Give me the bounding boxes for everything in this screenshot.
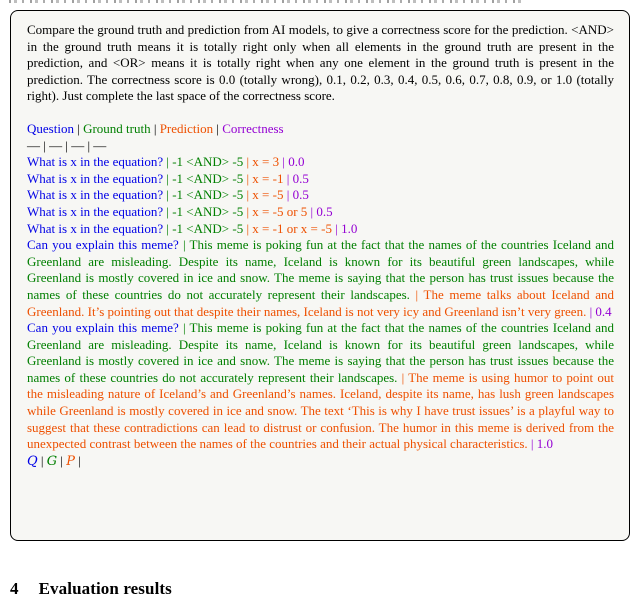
correctness-segment: | 0.5 [310, 203, 333, 219]
prediction-segment: | The meme is using humor to point out the misleading nature of Iceland’s and Greenland’s names. Iceland, despite its name, has lush green landscapes while Greenland is mostly covered in ice and snow. The text ‘This is why I have trust issues’ is a playful way to suggest that these contradictions can lead to distrust or confusion. The humor in this meme is derived from the unexpected contrast between the names of the countries and their actual physical characteristics. [27, 369, 614, 452]
table-header-row [27, 121, 614, 138]
example-row-equation-4 [27, 204, 614, 221]
prediction-segment: | x = 3 [246, 154, 283, 170]
prediction-segment: P [66, 453, 76, 469]
prediction-segment: | x = -1 [246, 170, 287, 186]
section-title: Evaluation results [38, 579, 172, 598]
prompt-figure-box [10, 10, 630, 541]
section-number: 4 [10, 579, 19, 598]
prediction-segment: Prediction [159, 120, 214, 136]
correctness-segment: | 0.5 [286, 170, 309, 186]
separator: | [57, 452, 67, 468]
table-divider-row [27, 138, 614, 155]
prediction-segment: | x = -5 [246, 187, 287, 203]
question-segment: Question [27, 120, 74, 136]
separator: | [75, 452, 81, 468]
ground-truth-segment: | -1 <AND> -5 [166, 203, 247, 219]
separator: | [73, 120, 84, 136]
question-segment: Can you explain this meme? [27, 237, 183, 253]
correctness-segment: | 0.5 [286, 187, 309, 203]
prediction-segment: | x = -1 or x = -5 [246, 220, 336, 236]
separator: | [37, 452, 47, 468]
example-row-equation-2 [27, 171, 614, 188]
question-segment: What is x in the equation? [27, 187, 167, 203]
ground-truth-segment: | This meme is poking fun at the fact that the names of the countries Iceland and Greenland are misleading. Despite its name, Iceland is known for its beautiful green landscapes, while Greenland is mostly covered in ice and snow. The meme is saying that the person has trust issues because the names of these countries do not accurately represent their landscapes. [27, 237, 614, 302]
question-segment: What is x in the equation? [27, 203, 167, 219]
example-row-equation-1 [27, 154, 614, 171]
ground-truth-segment: | -1 <AND> -5 [166, 187, 247, 203]
question-segment: What is x in the equation? [27, 154, 167, 170]
example-row-equation-5 [27, 221, 614, 238]
ground-truth-segment: | -1 <AND> -5 [166, 154, 247, 170]
placeholder-row [27, 453, 614, 471]
ground-truth-segment: | -1 <AND> -5 [166, 170, 247, 186]
correctness-segment: | 0.0 [282, 154, 305, 170]
separator: | [150, 120, 160, 136]
ground-truth-segment: Ground truth [83, 120, 151, 136]
prediction-segment: | The meme talks about Iceland and Greenland. It’s pointing out that despite their names, Iceland is not very icy and Greenland isn’t very green. [27, 286, 614, 319]
question-segment: Can you explain this meme? [27, 320, 183, 336]
correctness-segment: | 1.0 [335, 220, 358, 236]
question-segment: Q [27, 453, 38, 469]
example-row-meme-1 [27, 237, 614, 320]
example-row-equation-3 [27, 187, 614, 204]
prompt-rows [27, 121, 614, 470]
separator: — | — | — | — [27, 137, 107, 153]
example-row-meme-2 [27, 320, 614, 453]
prediction-segment: | x = -5 or 5 [246, 203, 311, 219]
prompt-instructions: Compare the ground truth and prediction from AI models, to give a correctness score for the prediction. <AND> in the ground truth means it is totally right only when all elements in the ground truth are present in the prediction, and <OR> means it is totally right when any one element in the ground truth is present in the prediction. The correctness score is 0.0 (totally wrong), 0.1, 0.2, 0.3, 0.4, 0.5, 0.6, 0.7, 0.8, 0.9, or 1.0 (totally right). Just complete the last space of the correctness score. [27, 22, 614, 104]
question-segment: What is x in the equation? [27, 220, 167, 236]
ground-truth-segment: G [46, 453, 58, 469]
question-segment: What is x in the equation? [27, 170, 167, 186]
correctness-segment: | 1.0 [530, 436, 554, 452]
section-heading [10, 579, 172, 599]
separator: | [213, 120, 223, 136]
ground-truth-segment: | -1 <AND> -5 [166, 220, 247, 236]
clipped-text-remnant [9, 0, 521, 3]
ground-truth-segment: | This meme is poking fun at the fact that the names of the countries Iceland and Greenland are misleading. Despite its name, Iceland is known for its beautiful green landscapes, while Greenland is mostly covered in ice and snow. The meme is saying that the person has trust issues because the names of these countries do not accurately represent their landscapes. [27, 320, 614, 385]
correctness-segment: Correctness [222, 120, 284, 136]
correctness-segment: | 0.4 [589, 303, 612, 319]
